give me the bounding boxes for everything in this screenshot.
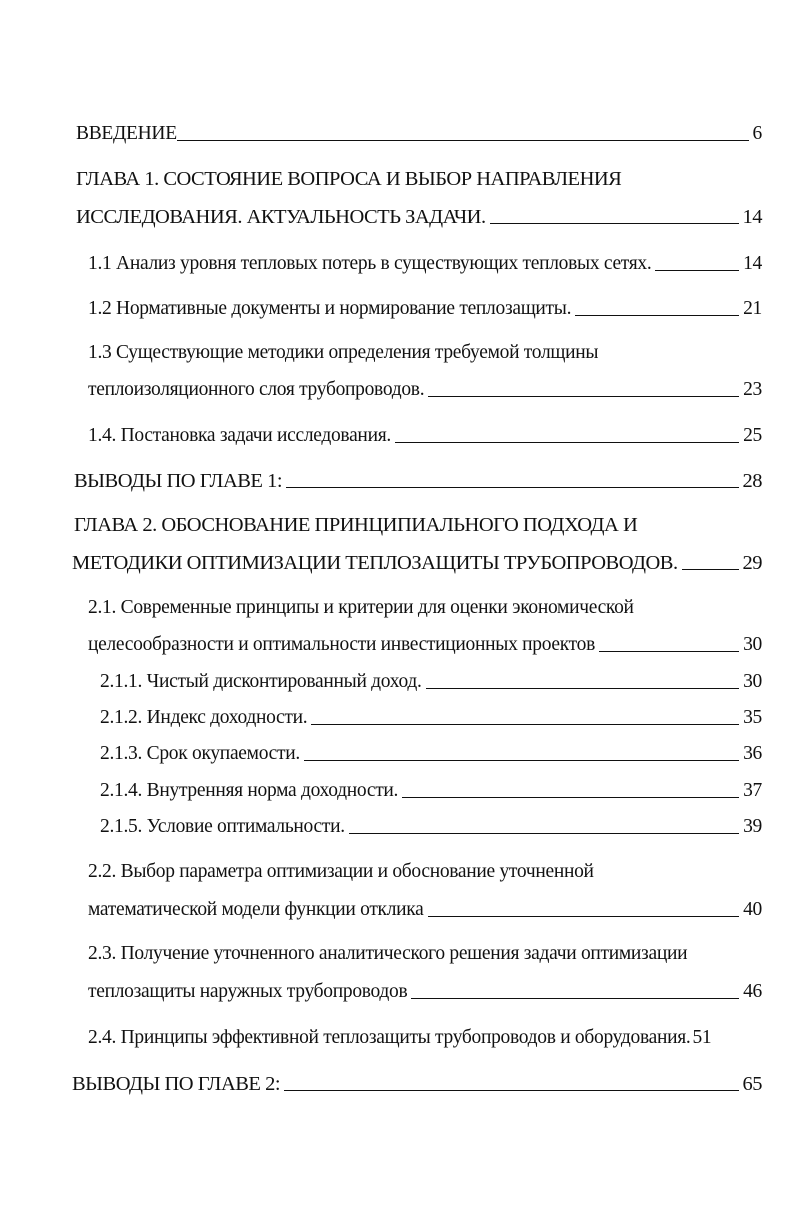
toc-page-number: 14 [743, 253, 762, 274]
toc-leader [304, 760, 739, 761]
toc-leader [655, 270, 739, 271]
toc-entry-title: 2.1.1. Чистый дисконтированный доход. [100, 671, 422, 692]
toc-chapter-1-title-line1[interactable]: ГЛАВА 1. СОСТОЯНИЕ ВОПРОСА И ВЫБОР НАПРАВЛЕНИЯ [76, 168, 622, 190]
toc-entry-title: 1.4. Постановка задачи исследования. [88, 425, 391, 446]
toc-page-number: 30 [743, 634, 762, 655]
toc-page-number: 35 [743, 707, 762, 728]
toc-entry-section-1-1[interactable] [88, 251, 762, 275]
toc-page-number: 37 [743, 780, 762, 801]
toc-entry-subsection-2-1-5[interactable] [100, 814, 762, 838]
toc-entry-section-1-4[interactable] [88, 423, 762, 447]
toc-page-number: 30 [743, 671, 762, 692]
toc-leader [490, 223, 739, 224]
toc-entry-title: целесообразности и оптимальности инвестиционных проектов [88, 634, 595, 655]
toc-leader [411, 998, 739, 999]
toc-page-number: 65 [742, 1073, 762, 1095]
toc-page-number: 23 [743, 379, 762, 400]
toc-entry-title: ИССЛЕДОВАНИЯ. АКТУАЛЬНОСТЬ ЗАДАЧИ. [76, 206, 486, 228]
toc-entry-section-2-1[interactable] [88, 632, 762, 656]
toc-leader [402, 797, 739, 798]
toc-page-number: 51 [692, 1027, 712, 1048]
toc-entry-title: 1.2 Нормативные документы и нормирование теплозащиты. [88, 298, 572, 319]
toc-entry-title: теплозащиты наружных трубопроводов [88, 981, 408, 1002]
toc-entry-title: 1.1 Анализ уровня тепловых потерь в существующих тепловых сетях. [88, 253, 652, 274]
toc-section-2-2-title-line1[interactable]: 2.2. Выбор параметра оптимизации и обоснование уточненной [88, 861, 594, 882]
toc-page-number: 28 [742, 470, 762, 492]
toc-page-number: 29 [742, 552, 762, 574]
toc-entry-title: 2.1.5. Условие оптимальности. [100, 816, 345, 837]
toc-page-number: 6 [752, 123, 762, 144]
toc-entry-subsection-2-1-1[interactable] [100, 669, 762, 693]
toc-section-2-3-title-line1[interactable]: 2.3. Получение уточненного аналитического решения задачи оптимизации [88, 943, 688, 964]
toc-entry-chapter-1[interactable] [76, 204, 762, 228]
toc-leader [349, 833, 739, 834]
toc-entry-title: 2.4. Принципы эффективной теплозащиты трубопроводов и оборудования. [88, 1027, 691, 1048]
toc-entry-title: 2.1.3. Срок окупаемости. [100, 743, 300, 764]
toc-entry-title: ВВЕДЕНИЕ [76, 123, 177, 144]
toc-page-number: 25 [743, 425, 762, 446]
toc-leader [682, 569, 739, 570]
toc-section-1-3-title-line1[interactable]: 1.3 Существующие методики определения требуемой толщины [88, 342, 599, 363]
toc-leader [426, 688, 740, 689]
toc-entry-title: ВЫВОДЫ ПО ГЛАВЕ 1: [74, 470, 283, 492]
toc-entry-section-1-2[interactable] [88, 296, 762, 320]
toc-entry-subsection-2-1-2[interactable] [100, 705, 762, 729]
toc-entry-subsection-2-1-4[interactable] [100, 778, 762, 802]
toc-entry-title: ВЫВОДЫ ПО ГЛАВЕ 2: [72, 1073, 281, 1095]
toc-chapter-2-title-line1[interactable]: ГЛАВА 2. ОБОСНОВАНИЕ ПРИНЦИПИАЛЬНОГО ПОДХОДА И [74, 514, 638, 536]
toc-entry-subsection-2-1-3[interactable] [100, 741, 762, 765]
toc-leader [284, 1090, 738, 1091]
toc-entry-section-1-3[interactable] [88, 377, 762, 401]
toc-page-number: 21 [743, 298, 762, 319]
toc-page-number: 39 [743, 816, 762, 837]
toc-leader [428, 916, 740, 917]
toc-page-number: 14 [742, 206, 762, 228]
toc-page-number: 46 [743, 981, 762, 1002]
toc-entry-title: МЕТОДИКИ ОПТИМИЗАЦИИ ТЕПЛОЗАЩИТЫ ТРУБОПРОВОДОВ. [72, 552, 678, 574]
toc-leader [599, 651, 739, 652]
toc-leader [177, 140, 749, 141]
toc-entry-conclusions-chapter-1[interactable] [74, 468, 762, 492]
toc-entry-title: теплоизоляционного слоя трубопроводов. [88, 379, 425, 400]
toc-entry-chapter-2[interactable] [72, 550, 762, 574]
toc-entry-title: математической модели функции отклика [88, 899, 424, 920]
toc-leader [575, 315, 739, 316]
toc-entry-section-2-2[interactable] [88, 897, 762, 921]
toc-leader [286, 487, 738, 488]
toc-leader [311, 724, 739, 725]
toc-leader [428, 396, 739, 397]
toc-page-number: 40 [743, 899, 762, 920]
toc-page-number: 36 [743, 743, 762, 764]
toc-entry-section-2-3[interactable] [88, 979, 762, 1003]
toc-leader [395, 442, 739, 443]
toc-entry-title: 2.1.2. Индекс доходности. [100, 707, 308, 728]
toc-entry-title: 2.1.4. Внутренняя норма доходности. [100, 780, 399, 801]
toc-section-2-1-title-line1[interactable]: 2.1. Современные принципы и критерии для оценки экономической [88, 597, 634, 618]
toc-entry-conclusions-chapter-2[interactable] [72, 1071, 762, 1095]
toc-entry-section-2-4[interactable] [88, 1025, 762, 1049]
toc-entry-introduction[interactable] [76, 121, 762, 145]
